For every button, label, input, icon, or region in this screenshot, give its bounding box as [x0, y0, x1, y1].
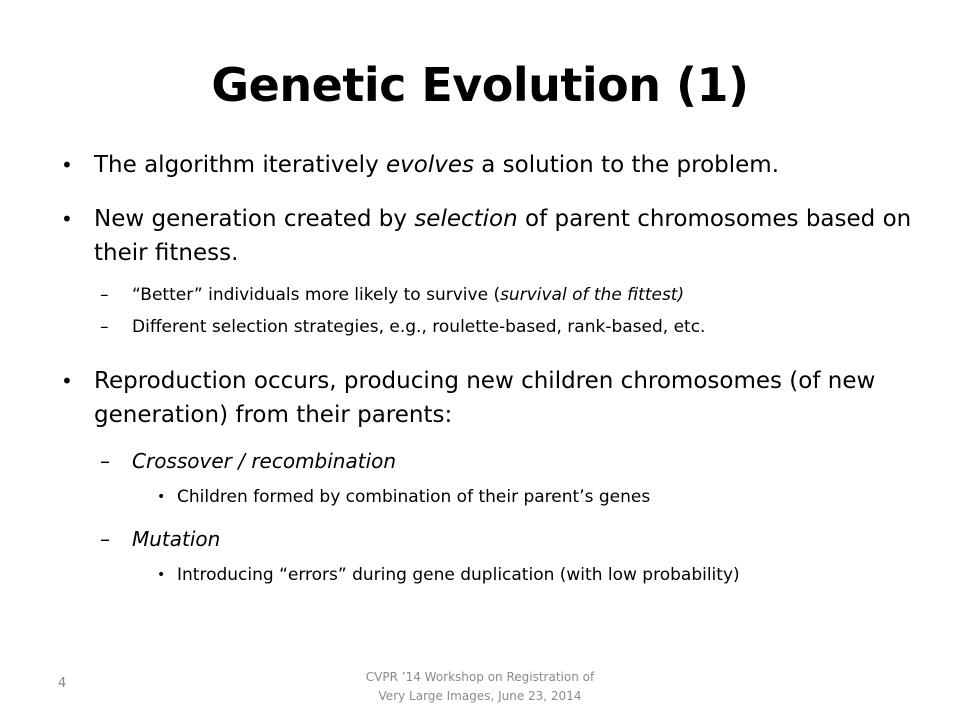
sub-bullet-mutation: [60, 524, 920, 554]
footer-line-2: Very Large Images, June 23, 2014: [378, 689, 582, 703]
sub-bullet-survival: [60, 282, 920, 308]
bullet-reproduction: [60, 364, 920, 432]
sub-bullet-crossover-text: Crossover / recombination: [132, 449, 397, 473]
sub-sub-bullet-children-text: Children formed by combination of their parent’s genes: [177, 487, 651, 507]
sub-sub-bullet-errors: [60, 562, 920, 588]
sub-sub-bullet-children: [60, 484, 920, 510]
page-number: 4: [58, 676, 67, 691]
bullet-selection-text-post: of parent chromosomes based on their fitness.: [94, 206, 912, 266]
bullet-marker: •: [157, 489, 166, 505]
bullet-evolves-emphasis: evolves: [386, 152, 474, 178]
bullet-evolves-text-pre: The algorithm iteratively: [94, 152, 386, 178]
sub-bullet-mutation-text: Mutation: [132, 527, 221, 551]
footer-line-1: CVPR ’14 Workshop on Registration of: [365, 670, 595, 684]
bullet-marker: •: [61, 153, 73, 177]
bullet-marker: •: [157, 567, 166, 583]
bullet-reproduction-text: Reproduction occurs, producing new children chromosomes (of new generation) from their parents:: [94, 368, 876, 428]
bullet-selection-emphasis: selection: [414, 206, 518, 232]
sub-sub-bullet-errors-text: Introducing “errors” during gene duplication (with low probability): [177, 565, 740, 585]
bullet-evolves-text-post: a solution to the problem.: [473, 152, 780, 178]
footer-citation: [330, 668, 630, 706]
sub-bullet-survival-emphasis: survival of the fittest): [500, 285, 685, 305]
dash-marker: –: [100, 449, 110, 473]
dash-marker: –: [100, 285, 109, 305]
sub-bullet-strategies-text: Different selection strategies, e.g., roulette-based, rank-based, etc.: [132, 317, 706, 337]
slide-title: Genetic Evolution (1): [211, 58, 749, 112]
bullet-selection-text-pre: New generation created by: [94, 206, 415, 232]
bullet-marker: •: [61, 369, 73, 393]
dash-marker: –: [100, 527, 110, 551]
dash-marker: –: [100, 317, 109, 337]
sub-bullet-survival-text: “Better” individuals more likely to survive (: [132, 285, 501, 305]
bullet-selection: [60, 202, 920, 270]
bullet-marker: •: [61, 207, 73, 231]
sub-bullet-strategies: [60, 314, 920, 340]
sub-bullet-crossover: [60, 446, 920, 476]
bullet-evolves: [60, 148, 920, 182]
slide-body: [60, 148, 920, 588]
